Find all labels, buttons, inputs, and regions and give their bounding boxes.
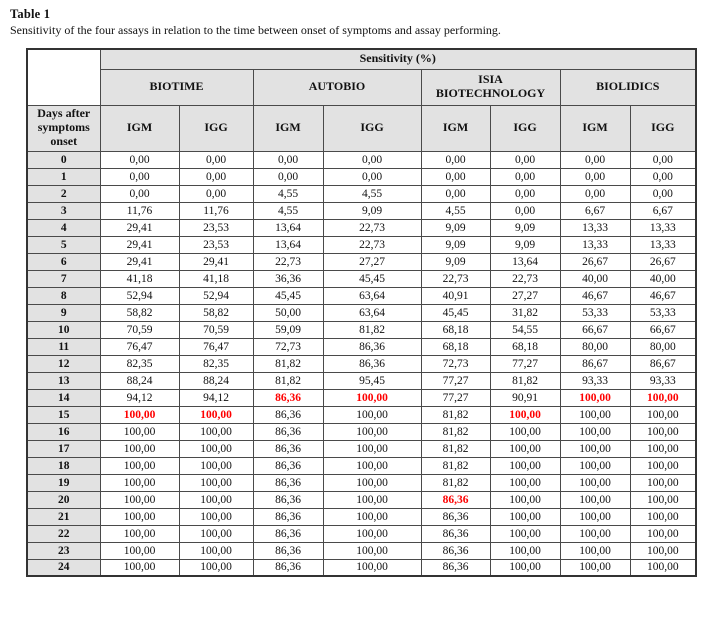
value-cell: 66,67 — [630, 321, 696, 338]
value-cell: 100,00 — [630, 474, 696, 491]
value-cell: 100,00 — [490, 406, 560, 423]
value-cell: 100,00 — [179, 457, 253, 474]
value-cell: 100,00 — [100, 440, 179, 457]
value-cell: 88,24 — [179, 372, 253, 389]
value-cell: 100,00 — [490, 457, 560, 474]
day-cell: 8 — [27, 287, 100, 304]
value-cell: 63,64 — [323, 287, 421, 304]
day-cell: 5 — [27, 236, 100, 253]
value-cell: 81,82 — [421, 474, 490, 491]
day-cell: 4 — [27, 219, 100, 236]
value-cell: 0,00 — [100, 168, 179, 185]
value-cell: 100,00 — [323, 474, 421, 491]
value-cell: 86,36 — [253, 474, 323, 491]
value-cell: 100,00 — [100, 525, 179, 542]
value-cell: 22,73 — [323, 219, 421, 236]
table-row — [27, 474, 696, 491]
day-cell: 14 — [27, 389, 100, 406]
value-cell: 58,82 — [100, 304, 179, 321]
value-cell: 59,09 — [253, 321, 323, 338]
day-cell: 17 — [27, 440, 100, 457]
day-cell: 23 — [27, 542, 100, 559]
subheader-biolidics-igm: IGM — [560, 105, 630, 151]
value-cell: 72,73 — [421, 355, 490, 372]
value-cell: 36,36 — [253, 270, 323, 287]
value-cell: 77,27 — [421, 389, 490, 406]
blank-corner-cell — [27, 49, 100, 105]
day-cell: 2 — [27, 185, 100, 202]
value-cell: 100,00 — [560, 542, 630, 559]
value-cell: 45,45 — [253, 287, 323, 304]
assay-header-biotime: BIOTIME — [100, 69, 253, 105]
value-cell: 68,18 — [421, 321, 490, 338]
value-cell: 100,00 — [179, 491, 253, 508]
table-row — [27, 389, 696, 406]
value-cell: 94,12 — [100, 389, 179, 406]
table-title: Table 1 — [10, 7, 51, 21]
value-cell: 100,00 — [560, 406, 630, 423]
value-cell: 81,82 — [253, 355, 323, 372]
value-cell: 100,00 — [100, 542, 179, 559]
value-cell: 100,00 — [179, 474, 253, 491]
value-cell: 9,09 — [490, 219, 560, 236]
value-cell: 81,82 — [421, 440, 490, 457]
value-cell: 93,33 — [630, 372, 696, 389]
table-row — [27, 440, 696, 457]
header-row-sensitivity — [27, 49, 696, 69]
value-cell: 81,82 — [490, 372, 560, 389]
header-row-subcolumns — [27, 105, 696, 151]
table-row — [27, 287, 696, 304]
value-cell: 100,00 — [630, 525, 696, 542]
value-cell: 22,73 — [253, 253, 323, 270]
value-cell: 13,33 — [630, 236, 696, 253]
day-cell: 6 — [27, 253, 100, 270]
subheader-autobio-igg: IGG — [323, 105, 421, 151]
day-cell: 11 — [27, 338, 100, 355]
value-cell: 100,00 — [630, 559, 696, 576]
table-row — [27, 321, 696, 338]
value-cell: 100,00 — [179, 542, 253, 559]
sensitivity-header: Sensitivity (%) — [100, 49, 696, 69]
value-cell: 23,53 — [179, 219, 253, 236]
subheader-autobio-igm: IGM — [253, 105, 323, 151]
value-cell: 13,33 — [630, 219, 696, 236]
table-row — [27, 253, 696, 270]
value-cell: 22,73 — [421, 270, 490, 287]
value-cell: 100,00 — [490, 491, 560, 508]
value-cell: 26,67 — [630, 253, 696, 270]
value-cell: 31,82 — [490, 304, 560, 321]
value-cell: 88,24 — [100, 372, 179, 389]
day-cell: 13 — [27, 372, 100, 389]
table-row — [27, 355, 696, 372]
value-cell: 45,45 — [323, 270, 421, 287]
value-cell: 0,00 — [100, 185, 179, 202]
value-cell: 100,00 — [323, 542, 421, 559]
value-cell: 0,00 — [490, 185, 560, 202]
table-row — [27, 525, 696, 542]
value-cell: 100,00 — [630, 508, 696, 525]
value-cell: 4,55 — [421, 202, 490, 219]
value-cell: 27,27 — [490, 287, 560, 304]
day-cell: 0 — [27, 151, 100, 168]
value-cell: 53,33 — [560, 304, 630, 321]
value-cell: 100,00 — [560, 440, 630, 457]
value-cell: 100,00 — [560, 457, 630, 474]
value-cell: 0,00 — [560, 151, 630, 168]
value-cell: 0,00 — [490, 168, 560, 185]
value-cell: 0,00 — [630, 185, 696, 202]
value-cell: 100,00 — [630, 389, 696, 406]
value-cell: 86,36 — [323, 338, 421, 355]
value-cell: 94,12 — [179, 389, 253, 406]
value-cell: 29,41 — [100, 236, 179, 253]
value-cell: 81,82 — [323, 321, 421, 338]
value-cell: 86,36 — [323, 355, 421, 372]
value-cell: 100,00 — [490, 423, 560, 440]
assay-header-isia-biotechnology: ISIA BIOTECHNOLOGY — [421, 69, 560, 105]
value-cell: 9,09 — [490, 236, 560, 253]
table-row — [27, 202, 696, 219]
value-cell: 100,00 — [323, 457, 421, 474]
value-cell: 13,33 — [560, 236, 630, 253]
value-cell: 100,00 — [630, 457, 696, 474]
value-cell: 86,36 — [253, 389, 323, 406]
value-cell: 100,00 — [560, 508, 630, 525]
value-cell: 86,67 — [560, 355, 630, 372]
value-cell: 100,00 — [323, 559, 421, 576]
value-cell: 100,00 — [560, 491, 630, 508]
day-cell: 12 — [27, 355, 100, 372]
value-cell: 0,00 — [323, 168, 421, 185]
table-row — [27, 508, 696, 525]
value-cell: 100,00 — [560, 389, 630, 406]
value-cell: 80,00 — [630, 338, 696, 355]
value-cell: 0,00 — [253, 168, 323, 185]
value-cell: 0,00 — [179, 185, 253, 202]
value-cell: 4,55 — [253, 202, 323, 219]
value-cell: 80,00 — [560, 338, 630, 355]
value-cell: 100,00 — [100, 474, 179, 491]
value-cell: 100,00 — [490, 525, 560, 542]
value-cell: 100,00 — [490, 508, 560, 525]
value-cell: 100,00 — [100, 508, 179, 525]
value-cell: 11,76 — [100, 202, 179, 219]
value-cell: 0,00 — [253, 151, 323, 168]
value-cell: 86,36 — [421, 542, 490, 559]
sensitivity-table — [26, 48, 697, 577]
assay-header-autobio: AUTOBIO — [253, 69, 421, 105]
day-cell: 24 — [27, 559, 100, 576]
day-cell: 15 — [27, 406, 100, 423]
value-cell: 77,27 — [490, 355, 560, 372]
value-cell: 46,67 — [630, 287, 696, 304]
subheader-isia-igm: IGM — [421, 105, 490, 151]
value-cell: 81,82 — [421, 423, 490, 440]
value-cell: 100,00 — [323, 389, 421, 406]
day-cell: 21 — [27, 508, 100, 525]
day-cell: 18 — [27, 457, 100, 474]
day-cell: 22 — [27, 525, 100, 542]
value-cell: 70,59 — [100, 321, 179, 338]
value-cell: 70,59 — [179, 321, 253, 338]
value-cell: 86,36 — [421, 508, 490, 525]
value-cell: 100,00 — [323, 491, 421, 508]
value-cell: 13,64 — [490, 253, 560, 270]
value-cell: 81,82 — [253, 372, 323, 389]
value-cell: 100,00 — [100, 559, 179, 576]
value-cell: 76,47 — [179, 338, 253, 355]
value-cell: 86,36 — [253, 423, 323, 440]
value-cell: 22,73 — [323, 236, 421, 253]
value-cell: 86,36 — [421, 525, 490, 542]
value-cell: 86,36 — [253, 491, 323, 508]
table-row — [27, 423, 696, 440]
value-cell: 13,64 — [253, 236, 323, 253]
table-body — [27, 151, 696, 576]
value-cell: 52,94 — [100, 287, 179, 304]
value-cell: 100,00 — [179, 508, 253, 525]
day-cell: 3 — [27, 202, 100, 219]
value-cell: 0,00 — [560, 185, 630, 202]
value-cell: 93,33 — [560, 372, 630, 389]
value-cell: 0,00 — [630, 168, 696, 185]
value-cell: 0,00 — [100, 151, 179, 168]
value-cell: 9,09 — [421, 219, 490, 236]
value-cell: 52,94 — [179, 287, 253, 304]
value-cell: 4,55 — [253, 185, 323, 202]
value-cell: 82,35 — [100, 355, 179, 372]
value-cell: 9,09 — [421, 253, 490, 270]
value-cell: 11,76 — [179, 202, 253, 219]
value-cell: 100,00 — [630, 542, 696, 559]
value-cell: 0,00 — [560, 168, 630, 185]
value-cell: 41,18 — [100, 270, 179, 287]
value-cell: 45,45 — [421, 304, 490, 321]
value-cell: 100,00 — [179, 423, 253, 440]
day-cell: 7 — [27, 270, 100, 287]
value-cell: 9,09 — [323, 202, 421, 219]
value-cell: 0,00 — [323, 151, 421, 168]
value-cell: 41,18 — [179, 270, 253, 287]
value-cell: 100,00 — [323, 406, 421, 423]
value-cell: 100,00 — [323, 508, 421, 525]
value-cell: 27,27 — [323, 253, 421, 270]
value-cell: 86,36 — [253, 525, 323, 542]
day-cell: 16 — [27, 423, 100, 440]
value-cell: 0,00 — [421, 168, 490, 185]
value-cell: 100,00 — [100, 457, 179, 474]
value-cell: 50,00 — [253, 304, 323, 321]
value-cell: 100,00 — [323, 525, 421, 542]
value-cell: 72,73 — [253, 338, 323, 355]
value-cell: 100,00 — [560, 474, 630, 491]
table-row — [27, 151, 696, 168]
value-cell: 86,36 — [253, 542, 323, 559]
value-cell: 63,64 — [323, 304, 421, 321]
value-cell: 86,67 — [630, 355, 696, 372]
value-cell: 100,00 — [179, 525, 253, 542]
table-row — [27, 168, 696, 185]
day-cell: 9 — [27, 304, 100, 321]
subheader-biolidics-igg: IGG — [630, 105, 696, 151]
value-cell: 6,67 — [630, 202, 696, 219]
days-after-symptoms-onset-header: Days after symptoms onset — [27, 105, 100, 151]
day-cell: 19 — [27, 474, 100, 491]
value-cell: 6,67 — [560, 202, 630, 219]
value-cell: 4,55 — [323, 185, 421, 202]
value-cell: 100,00 — [490, 474, 560, 491]
value-cell: 100,00 — [560, 525, 630, 542]
value-cell: 66,67 — [560, 321, 630, 338]
header-row-assays — [27, 69, 696, 105]
value-cell: 29,41 — [100, 219, 179, 236]
value-cell: 100,00 — [179, 406, 253, 423]
subheader-biotime-igg: IGG — [179, 105, 253, 151]
value-cell: 82,35 — [179, 355, 253, 372]
table-row — [27, 457, 696, 474]
value-cell: 100,00 — [323, 423, 421, 440]
value-cell: 13,33 — [560, 219, 630, 236]
table-row — [27, 406, 696, 423]
value-cell: 54,55 — [490, 321, 560, 338]
value-cell: 0,00 — [179, 151, 253, 168]
value-cell: 0,00 — [421, 185, 490, 202]
value-cell: 22,73 — [490, 270, 560, 287]
value-cell: 100,00 — [630, 491, 696, 508]
value-cell: 0,00 — [490, 151, 560, 168]
value-cell: 40,00 — [630, 270, 696, 287]
value-cell: 100,00 — [560, 423, 630, 440]
value-cell: 29,41 — [100, 253, 179, 270]
value-cell: 81,82 — [421, 406, 490, 423]
value-cell: 53,33 — [630, 304, 696, 321]
value-cell: 0,00 — [421, 151, 490, 168]
day-cell: 20 — [27, 491, 100, 508]
table-row — [27, 185, 696, 202]
value-cell: 86,36 — [253, 457, 323, 474]
value-cell: 26,67 — [560, 253, 630, 270]
value-cell: 86,36 — [421, 491, 490, 508]
value-cell: 68,18 — [490, 338, 560, 355]
table-row — [27, 219, 696, 236]
table-row — [27, 236, 696, 253]
value-cell: 9,09 — [421, 236, 490, 253]
day-cell: 10 — [27, 321, 100, 338]
value-cell: 29,41 — [179, 253, 253, 270]
value-cell: 76,47 — [100, 338, 179, 355]
value-cell: 46,67 — [560, 287, 630, 304]
value-cell: 13,64 — [253, 219, 323, 236]
value-cell: 100,00 — [179, 440, 253, 457]
table-row — [27, 542, 696, 559]
value-cell: 0,00 — [179, 168, 253, 185]
value-cell: 100,00 — [100, 491, 179, 508]
table-row — [27, 304, 696, 321]
value-cell: 86,36 — [253, 559, 323, 576]
value-cell: 0,00 — [630, 151, 696, 168]
subheader-biotime-igm: IGM — [100, 105, 179, 151]
table-row — [27, 372, 696, 389]
value-cell: 81,82 — [421, 457, 490, 474]
value-cell: 40,91 — [421, 287, 490, 304]
value-cell: 86,36 — [421, 559, 490, 576]
value-cell: 68,18 — [421, 338, 490, 355]
value-cell: 77,27 — [421, 372, 490, 389]
day-cell: 1 — [27, 168, 100, 185]
value-cell: 100,00 — [490, 440, 560, 457]
subheader-isia-igg: IGG — [490, 105, 560, 151]
value-cell: 100,00 — [100, 406, 179, 423]
table-caption: Sensitivity of the four assays in relation to the time between onset of symptoms and assay performing. — [10, 23, 501, 37]
value-cell: 58,82 — [179, 304, 253, 321]
assay-header-biolidics: BIOLIDICS — [560, 69, 696, 105]
value-cell: 23,53 — [179, 236, 253, 253]
value-cell: 95,45 — [323, 372, 421, 389]
value-cell: 100,00 — [323, 440, 421, 457]
value-cell: 100,00 — [560, 559, 630, 576]
value-cell: 0,00 — [490, 202, 560, 219]
value-cell: 100,00 — [630, 406, 696, 423]
table-row — [27, 338, 696, 355]
value-cell: 86,36 — [253, 508, 323, 525]
value-cell: 90,91 — [490, 389, 560, 406]
value-cell: 100,00 — [100, 423, 179, 440]
value-cell: 100,00 — [630, 440, 696, 457]
value-cell: 86,36 — [253, 440, 323, 457]
value-cell: 40,00 — [560, 270, 630, 287]
table-row — [27, 270, 696, 287]
table-row — [27, 491, 696, 508]
value-cell: 100,00 — [490, 542, 560, 559]
value-cell: 100,00 — [179, 559, 253, 576]
value-cell: 100,00 — [630, 423, 696, 440]
table-row — [27, 559, 696, 576]
value-cell: 100,00 — [490, 559, 560, 576]
value-cell: 86,36 — [253, 406, 323, 423]
